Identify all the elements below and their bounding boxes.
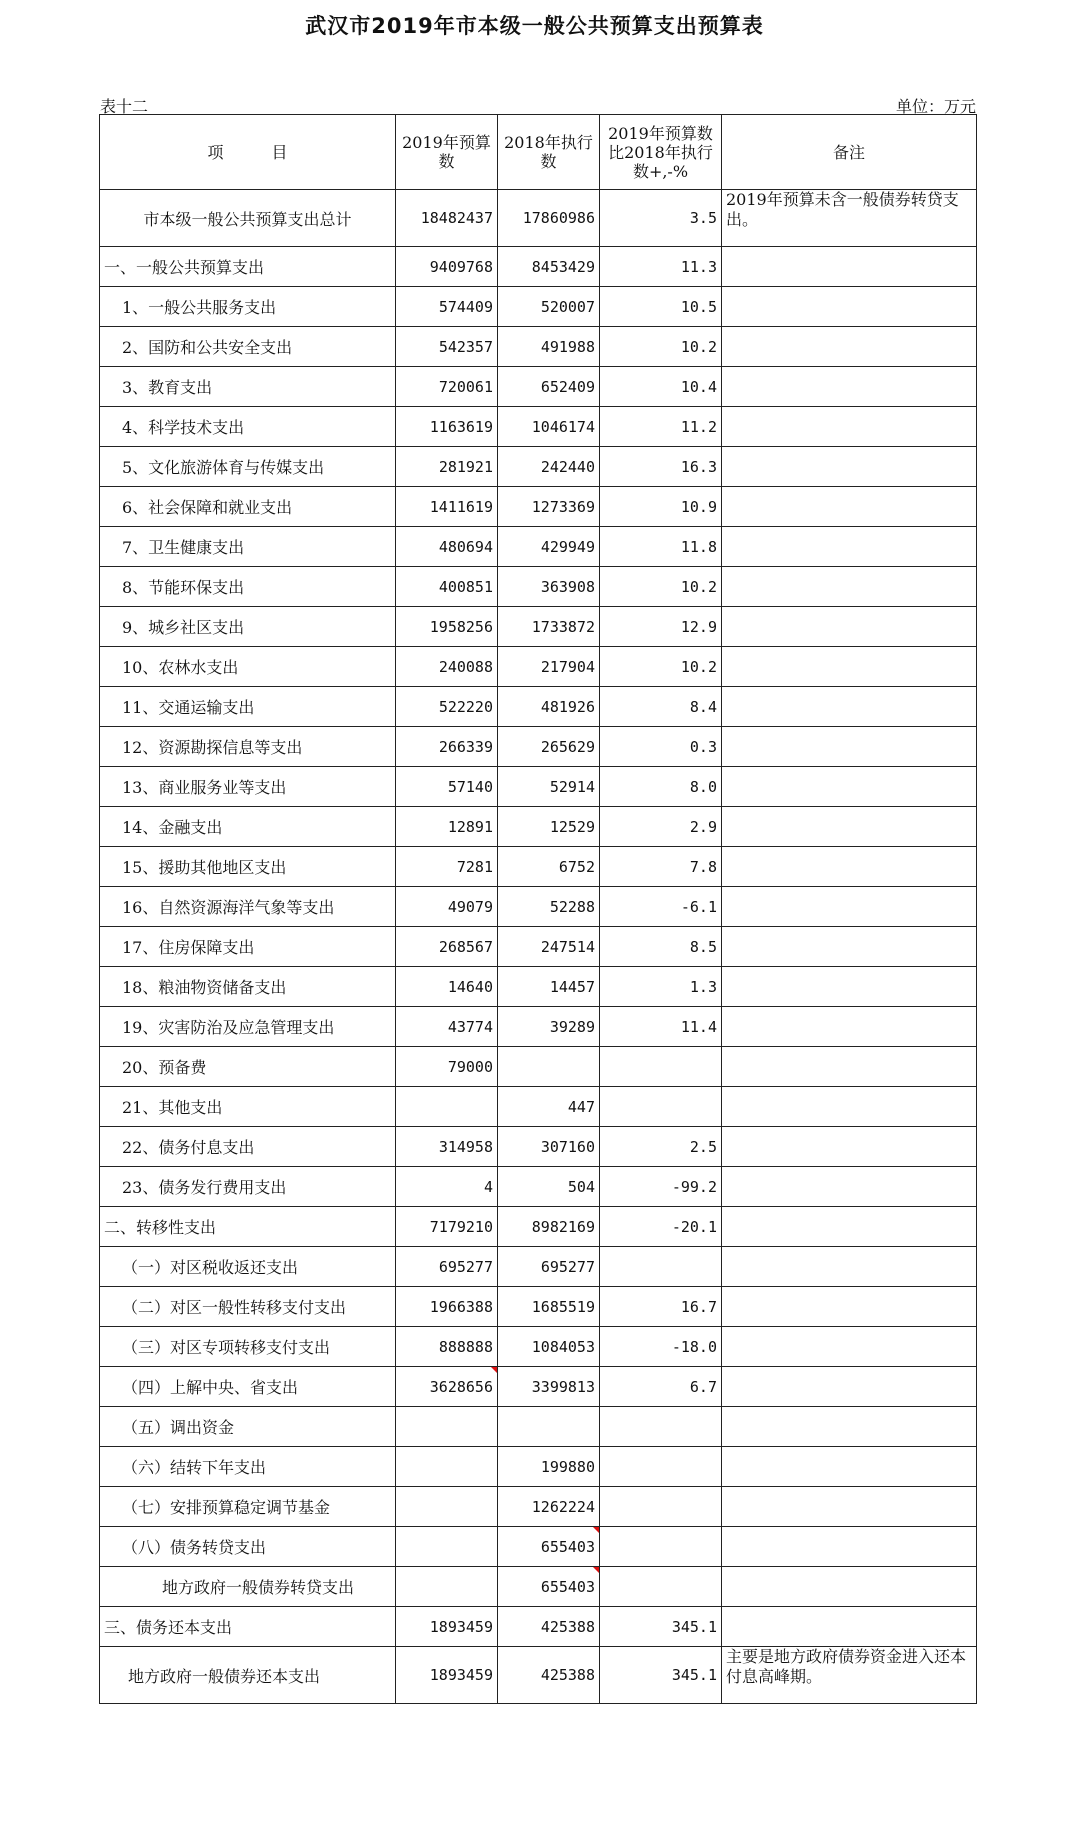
row-item-name: （一）对区税收返还支出 bbox=[100, 1247, 396, 1287]
row-change-percent: 10.2 bbox=[600, 567, 722, 607]
row-item-name: 13、商业服务业等支出 bbox=[100, 767, 396, 807]
row-budget-2019: 49079 bbox=[396, 887, 498, 927]
row-exec-2018: 504 bbox=[498, 1167, 600, 1207]
row-change-percent: 0.3 bbox=[600, 727, 722, 767]
row-budget-2019: 79000 bbox=[396, 1047, 498, 1087]
row-item-name: 9、城乡社区支出 bbox=[100, 607, 396, 647]
table-row bbox=[100, 287, 977, 327]
row-exec-2018: 652409 bbox=[498, 367, 600, 407]
table-row bbox=[100, 567, 977, 607]
row-budget-2019: 720061 bbox=[396, 367, 498, 407]
row-note: 2019年预算未含一般债券转贷支出。 bbox=[722, 190, 977, 247]
header-item: 项 目 bbox=[100, 115, 396, 190]
row-item-name: 15、援助其他地区支出 bbox=[100, 847, 396, 887]
row-change-percent: -99.2 bbox=[600, 1167, 722, 1207]
row-exec-2018: 1273369 bbox=[498, 487, 600, 527]
table-row bbox=[100, 1087, 977, 1127]
row-note bbox=[722, 287, 977, 327]
row-budget-2019: 4 bbox=[396, 1167, 498, 1207]
row-exec-2018: 1733872 bbox=[498, 607, 600, 647]
row-item-name: 6、社会保障和就业支出 bbox=[100, 487, 396, 527]
row-note bbox=[722, 1527, 977, 1567]
row-exec-2018: 447 bbox=[498, 1087, 600, 1127]
row-budget-2019: 1893459 bbox=[396, 1607, 498, 1647]
row-item-name: （七）安排预算稳定调节基金 bbox=[100, 1487, 396, 1527]
row-change-percent: 3.5 bbox=[600, 190, 722, 247]
row-note bbox=[722, 1287, 977, 1327]
table-row bbox=[100, 687, 977, 727]
row-budget-2019: 1958256 bbox=[396, 607, 498, 647]
row-note bbox=[722, 647, 977, 687]
row-exec-2018: 3399813 bbox=[498, 1367, 600, 1407]
row-change-percent: 10.5 bbox=[600, 287, 722, 327]
row-note bbox=[722, 1567, 977, 1607]
row-change-percent: -18.0 bbox=[600, 1327, 722, 1367]
row-budget-2019: 1893459 bbox=[396, 1647, 498, 1704]
header-note: 备注 bbox=[722, 115, 977, 190]
table-row bbox=[100, 487, 977, 527]
table-number: 表十二 bbox=[100, 97, 149, 116]
table-row bbox=[100, 1247, 977, 1287]
row-exec-2018: 6752 bbox=[498, 847, 600, 887]
row-item-name: 一、一般公共预算支出 bbox=[100, 247, 396, 287]
row-change-percent: 8.5 bbox=[600, 927, 722, 967]
page-title: 武汉市2019年市本级一般公共预算支出预算表 bbox=[305, 14, 764, 38]
row-budget-2019 bbox=[396, 1567, 498, 1607]
row-change-percent: 16.7 bbox=[600, 1287, 722, 1327]
unit-label: 单位：万元 bbox=[895, 97, 976, 116]
row-exec-2018: 491988 bbox=[498, 327, 600, 367]
row-change-percent: 11.8 bbox=[600, 527, 722, 567]
row-budget-2019: 12891 bbox=[396, 807, 498, 847]
row-note bbox=[722, 1167, 977, 1207]
row-note bbox=[722, 1487, 977, 1527]
table-row bbox=[100, 1287, 977, 1327]
row-note bbox=[722, 527, 977, 567]
table-row bbox=[100, 1647, 977, 1704]
row-change-percent bbox=[600, 1247, 722, 1287]
row-exec-2018: 1685519 bbox=[498, 1287, 600, 1327]
row-change-percent: 6.7 bbox=[600, 1367, 722, 1407]
row-budget-2019: 3628656 bbox=[396, 1367, 498, 1407]
table-row bbox=[100, 327, 977, 367]
table-row bbox=[100, 1527, 977, 1567]
row-item-name: （八）债务转贷支出 bbox=[100, 1527, 396, 1567]
table-row bbox=[100, 1567, 977, 1607]
row-budget-2019: 43774 bbox=[396, 1007, 498, 1047]
table-row bbox=[100, 807, 977, 847]
row-note bbox=[722, 1047, 977, 1087]
row-change-percent: 10.4 bbox=[600, 367, 722, 407]
row-change-percent: 11.4 bbox=[600, 1007, 722, 1047]
row-change-percent: 2.5 bbox=[600, 1127, 722, 1167]
row-item-name: 地方政府一般债券转贷支出 bbox=[100, 1567, 396, 1607]
table-row bbox=[100, 887, 977, 927]
table-row bbox=[100, 767, 977, 807]
row-note bbox=[722, 1007, 977, 1047]
row-item-name: 16、自然资源海洋气象等支出 bbox=[100, 887, 396, 927]
row-note bbox=[722, 607, 977, 647]
table-row bbox=[100, 1327, 977, 1367]
table-row bbox=[100, 647, 977, 687]
row-exec-2018: 363908 bbox=[498, 567, 600, 607]
row-exec-2018 bbox=[498, 1047, 600, 1087]
row-note bbox=[722, 807, 977, 847]
row-budget-2019 bbox=[396, 1527, 498, 1567]
row-item-name: （五）调出资金 bbox=[100, 1407, 396, 1447]
table-row bbox=[100, 447, 977, 487]
row-item-name: （二）对区一般性转移支付支出 bbox=[100, 1287, 396, 1327]
table-row bbox=[100, 1407, 977, 1447]
row-change-percent bbox=[600, 1487, 722, 1527]
row-exec-2018: 307160 bbox=[498, 1127, 600, 1167]
row-item-name: 17、住房保障支出 bbox=[100, 927, 396, 967]
row-budget-2019: 266339 bbox=[396, 727, 498, 767]
table-row bbox=[100, 407, 977, 447]
row-change-percent bbox=[600, 1447, 722, 1487]
row-exec-2018: 1046174 bbox=[498, 407, 600, 447]
row-budget-2019: 1163619 bbox=[396, 407, 498, 447]
row-note bbox=[722, 1367, 977, 1407]
row-change-percent: 11.3 bbox=[600, 247, 722, 287]
row-note bbox=[722, 1327, 977, 1367]
row-item-name: 地方政府一般债券还本支出 bbox=[100, 1647, 396, 1704]
row-change-percent: 345.1 bbox=[600, 1647, 722, 1704]
row-item-name: 5、文化旅游体育与传媒支出 bbox=[100, 447, 396, 487]
row-change-percent: 2.9 bbox=[600, 807, 722, 847]
row-exec-2018: 265629 bbox=[498, 727, 600, 767]
row-budget-2019: 695277 bbox=[396, 1247, 498, 1287]
header-change-percent: 2019年预算数比2018年执行数+,-% bbox=[600, 115, 722, 190]
row-item-name: 23、债务发行费用支出 bbox=[100, 1167, 396, 1207]
row-budget-2019: 574409 bbox=[396, 287, 498, 327]
table-row bbox=[100, 367, 977, 407]
row-item-name: 21、其他支出 bbox=[100, 1087, 396, 1127]
row-change-percent: 345.1 bbox=[600, 1607, 722, 1647]
table-row bbox=[100, 927, 977, 967]
row-note bbox=[722, 687, 977, 727]
row-item-name: 市本级一般公共预算支出总计 bbox=[100, 190, 396, 247]
row-item-name: 19、灾害防治及应急管理支出 bbox=[100, 1007, 396, 1047]
row-change-percent: 10.9 bbox=[600, 487, 722, 527]
row-budget-2019: 9409768 bbox=[396, 247, 498, 287]
row-budget-2019: 18482437 bbox=[396, 190, 498, 247]
table-row bbox=[100, 967, 977, 1007]
row-item-name: 20、预备费 bbox=[100, 1047, 396, 1087]
row-note bbox=[722, 1607, 977, 1647]
row-item-name: 8、节能环保支出 bbox=[100, 567, 396, 607]
row-note bbox=[722, 887, 977, 927]
table-row bbox=[100, 847, 977, 887]
row-change-percent: 16.3 bbox=[600, 447, 722, 487]
row-exec-2018: 14457 bbox=[498, 967, 600, 1007]
row-item-name: 14、金融支出 bbox=[100, 807, 396, 847]
row-exec-2018: 8982169 bbox=[498, 1207, 600, 1247]
row-note bbox=[722, 367, 977, 407]
row-exec-2018: 425388 bbox=[498, 1607, 600, 1647]
header-budget-2019: 2019年预算数 bbox=[396, 115, 498, 190]
row-budget-2019: 240088 bbox=[396, 647, 498, 687]
table-row bbox=[100, 1607, 977, 1647]
table-row bbox=[100, 1127, 977, 1167]
row-exec-2018: 481926 bbox=[498, 687, 600, 727]
row-exec-2018: 429949 bbox=[498, 527, 600, 567]
table-row bbox=[100, 607, 977, 647]
row-item-name: （三）对区专项转移支付支出 bbox=[100, 1327, 396, 1367]
row-budget-2019 bbox=[396, 1487, 498, 1527]
row-budget-2019: 7281 bbox=[396, 847, 498, 887]
row-note bbox=[722, 407, 977, 447]
row-exec-2018: 247514 bbox=[498, 927, 600, 967]
table-row bbox=[100, 1487, 977, 1527]
table-row bbox=[100, 1007, 977, 1047]
row-item-name: 11、交通运输支出 bbox=[100, 687, 396, 727]
row-exec-2018: 1084053 bbox=[498, 1327, 600, 1367]
row-exec-2018: 17860986 bbox=[498, 190, 600, 247]
row-note bbox=[722, 967, 977, 1007]
row-exec-2018: 52288 bbox=[498, 887, 600, 927]
row-exec-2018: 520007 bbox=[498, 287, 600, 327]
row-change-percent: -6.1 bbox=[600, 887, 722, 927]
row-budget-2019: 14640 bbox=[396, 967, 498, 1007]
row-change-percent: 8.4 bbox=[600, 687, 722, 727]
table-header-row bbox=[100, 115, 977, 190]
row-note bbox=[722, 1407, 977, 1447]
row-exec-2018: 199880 bbox=[498, 1447, 600, 1487]
table-row bbox=[100, 527, 977, 567]
row-exec-2018: 695277 bbox=[498, 1247, 600, 1287]
row-change-percent bbox=[600, 1047, 722, 1087]
row-exec-2018: 655403 bbox=[498, 1567, 600, 1607]
table-row bbox=[100, 1367, 977, 1407]
row-note bbox=[722, 487, 977, 527]
row-budget-2019 bbox=[396, 1447, 498, 1487]
row-note bbox=[722, 447, 977, 487]
row-item-name: 7、卫生健康支出 bbox=[100, 527, 396, 567]
row-item-name: 12、资源勘探信息等支出 bbox=[100, 727, 396, 767]
row-budget-2019: 400851 bbox=[396, 567, 498, 607]
table-row bbox=[100, 247, 977, 287]
row-exec-2018: 52914 bbox=[498, 767, 600, 807]
row-item-name: 22、债务付息支出 bbox=[100, 1127, 396, 1167]
row-exec-2018: 242440 bbox=[498, 447, 600, 487]
table-row bbox=[100, 1207, 977, 1247]
row-budget-2019: 7179210 bbox=[396, 1207, 498, 1247]
row-budget-2019: 480694 bbox=[396, 527, 498, 567]
row-exec-2018: 39289 bbox=[498, 1007, 600, 1047]
row-item-name: （六）结转下年支出 bbox=[100, 1447, 396, 1487]
table-row bbox=[100, 1047, 977, 1087]
row-exec-2018 bbox=[498, 1407, 600, 1447]
row-budget-2019: 268567 bbox=[396, 927, 498, 967]
header-exec-2018: 2018年执行数 bbox=[498, 115, 600, 190]
row-change-percent bbox=[600, 1527, 722, 1567]
row-note bbox=[722, 1127, 977, 1167]
row-budget-2019: 1411619 bbox=[396, 487, 498, 527]
row-note: 主要是地方政府债券资金进入还本付息高峰期。 bbox=[722, 1647, 977, 1704]
row-note bbox=[722, 767, 977, 807]
row-change-percent: 1.3 bbox=[600, 967, 722, 1007]
row-item-name: 二、转移性支出 bbox=[100, 1207, 396, 1247]
row-note bbox=[722, 1087, 977, 1127]
row-exec-2018: 425388 bbox=[498, 1647, 600, 1704]
row-budget-2019: 888888 bbox=[396, 1327, 498, 1367]
row-budget-2019: 522220 bbox=[396, 687, 498, 727]
row-change-percent bbox=[600, 1087, 722, 1127]
row-budget-2019: 57140 bbox=[396, 767, 498, 807]
row-item-name: 3、教育支出 bbox=[100, 367, 396, 407]
row-exec-2018: 8453429 bbox=[498, 247, 600, 287]
row-change-percent: 11.2 bbox=[600, 407, 722, 447]
row-exec-2018: 217904 bbox=[498, 647, 600, 687]
table-row bbox=[100, 190, 977, 247]
row-change-percent bbox=[600, 1567, 722, 1607]
table-row bbox=[100, 727, 977, 767]
row-budget-2019 bbox=[396, 1087, 498, 1127]
row-item-name: 2、国防和公共安全支出 bbox=[100, 327, 396, 367]
row-note bbox=[722, 567, 977, 607]
row-note bbox=[722, 1447, 977, 1487]
row-note bbox=[722, 1247, 977, 1287]
budget-table bbox=[99, 114, 977, 1704]
row-item-name: （四）上解中央、省支出 bbox=[100, 1367, 396, 1407]
row-exec-2018: 1262224 bbox=[498, 1487, 600, 1527]
row-budget-2019 bbox=[396, 1407, 498, 1447]
row-budget-2019: 1966388 bbox=[396, 1287, 498, 1327]
row-exec-2018: 12529 bbox=[498, 807, 600, 847]
row-item-name: 三、债务还本支出 bbox=[100, 1607, 396, 1647]
row-note bbox=[722, 727, 977, 767]
row-budget-2019: 542357 bbox=[396, 327, 498, 367]
table-row bbox=[100, 1447, 977, 1487]
row-item-name: 18、粮油物资储备支出 bbox=[100, 967, 396, 1007]
row-note bbox=[722, 847, 977, 887]
row-item-name: 1、一般公共服务支出 bbox=[100, 287, 396, 327]
row-change-percent bbox=[600, 1407, 722, 1447]
row-change-percent: -20.1 bbox=[600, 1207, 722, 1247]
row-item-name: 10、农林水支出 bbox=[100, 647, 396, 687]
row-change-percent: 10.2 bbox=[600, 327, 722, 367]
row-exec-2018: 655403 bbox=[498, 1527, 600, 1567]
row-change-percent: 12.9 bbox=[600, 607, 722, 647]
row-change-percent: 7.8 bbox=[600, 847, 722, 887]
row-change-percent: 10.2 bbox=[600, 647, 722, 687]
table-row bbox=[100, 1167, 977, 1207]
row-note bbox=[722, 1207, 977, 1247]
row-note bbox=[722, 247, 977, 287]
row-budget-2019: 281921 bbox=[396, 447, 498, 487]
row-note bbox=[722, 927, 977, 967]
row-item-name: 4、科学技术支出 bbox=[100, 407, 396, 447]
row-change-percent: 8.0 bbox=[600, 767, 722, 807]
row-budget-2019: 314958 bbox=[396, 1127, 498, 1167]
row-note bbox=[722, 327, 977, 367]
